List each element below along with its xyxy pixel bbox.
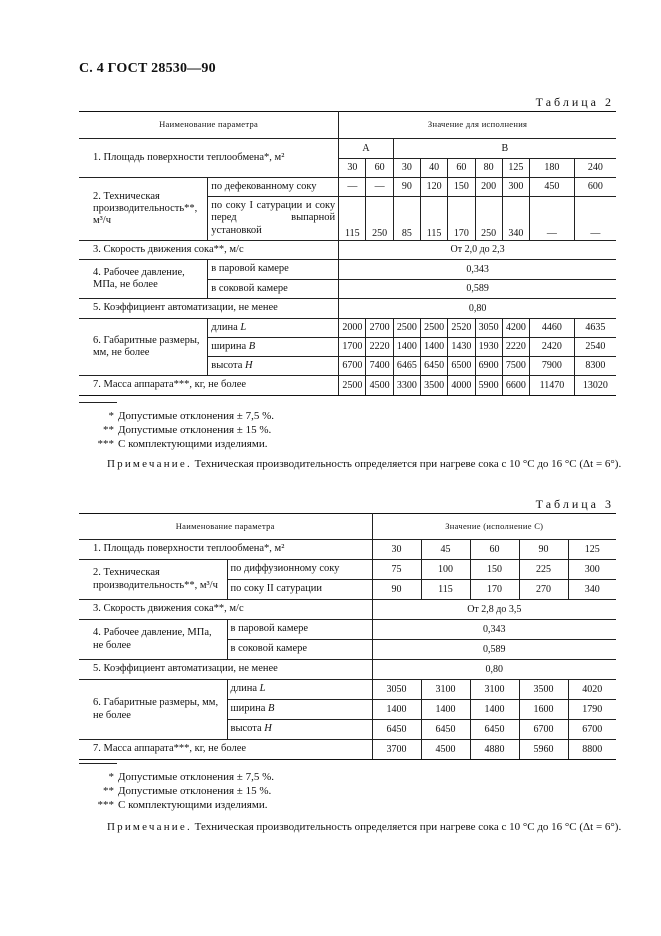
- table3-row2-sub1-cell: 300: [568, 560, 616, 580]
- table2-row6-length-text: длина: [211, 321, 238, 333]
- table2-row2-sub1-cell: 600: [574, 178, 616, 197]
- table2-row2-sub1-cell: —: [339, 178, 366, 197]
- table2-row6-width-cell: 2420: [530, 338, 575, 357]
- table2-row2-sub1-cell: 120: [420, 178, 447, 197]
- table2-row7-cell: 11470: [530, 376, 575, 396]
- table2-row2-sub2-cell: 250: [366, 197, 393, 241]
- footnote-divider: [79, 402, 117, 403]
- table3-row2-sub2-cell: 115: [421, 580, 470, 600]
- table3-row2-sub2: по соку II сатурации: [227, 580, 372, 600]
- table2-note: [107, 458, 621, 470]
- table2-area-cell: 30: [393, 159, 420, 178]
- table2-row5-label: 5. Коэффициент автоматизации, не менее: [79, 299, 339, 319]
- table3-row6-length-symbol: L: [259, 683, 266, 695]
- note-prefix: Примечание.: [107, 458, 192, 470]
- table3-row2-sub2-cell: 170: [470, 580, 519, 600]
- table2-group-a: А: [339, 139, 394, 159]
- table2-row6-length-symbol: L: [240, 321, 247, 333]
- table2: [79, 111, 616, 396]
- table2-row6-width-cell: 1430: [448, 338, 475, 357]
- table2-row6-height-cell: 7400: [366, 357, 393, 376]
- table3-row2-sub1-cell: 225: [519, 560, 568, 580]
- table2-row7-cell: 3500: [420, 376, 447, 396]
- table2-area-cell: 40: [420, 159, 447, 178]
- table2-row2-sub1-cell: 150: [448, 178, 475, 197]
- table2-row1-label: [79, 139, 339, 178]
- footnote-item: [79, 798, 379, 812]
- table2-row2-sub2-cell: 340: [502, 197, 529, 241]
- table3-caption: Таблица 3: [535, 497, 614, 511]
- table2-area-cell: 60: [448, 159, 475, 178]
- table2-head-param: Наименование параметра: [79, 112, 339, 139]
- table2-row6-length-cell: 4635: [574, 319, 616, 338]
- table3-row7-cell: 5960: [519, 740, 568, 760]
- table2-row2-sub2-cell: 85: [393, 197, 420, 241]
- table3-row6-label: 6. Габаритные размеры, мм, не более: [79, 680, 227, 740]
- table2-row6-width: [208, 338, 339, 357]
- table3-row2-sub1-cell: 100: [421, 560, 470, 580]
- table2-area-cell: 30: [339, 159, 366, 178]
- table3-head-value: Значение (исполнение С): [372, 514, 616, 540]
- footnote-text: Допустимые отклонения ± 7,5 %.: [118, 410, 274, 422]
- table3-row4-label: 4. Рабочее давление, МПа, не более: [79, 620, 227, 660]
- table2-row6-length-cell: 2700: [366, 319, 393, 338]
- table2-row7-cell: 4500: [366, 376, 393, 396]
- footnote-mark: *: [108, 771, 114, 783]
- table2-row6-height-cell: 6700: [339, 357, 366, 376]
- table2-row2-sub1-cell: 300: [502, 178, 529, 197]
- table3-row4-sub2: в соковой камере: [227, 640, 372, 660]
- table2-row7-cell: 5900: [475, 376, 502, 396]
- table3-row6-length-cell: 4020: [568, 680, 616, 700]
- footnote-mark: **: [103, 424, 114, 436]
- table2-row4-label: 4. Рабочее давление, МПа, не более: [79, 260, 208, 299]
- table3: [79, 513, 616, 760]
- table3-row6-width-cell: 1790: [568, 700, 616, 720]
- table2-head-value: Значение для исполнения: [339, 112, 616, 139]
- table2-row2-sub2-cell: —: [530, 197, 575, 241]
- table3-row6-height: [227, 720, 372, 740]
- table2-row7-cell: 3300: [393, 376, 420, 396]
- footnote-mark: **: [103, 785, 114, 797]
- table2-row6-height-cell: 6900: [475, 357, 502, 376]
- table2-row6-height-text: высота: [211, 359, 243, 371]
- table2-row6-height-cell: 6500: [448, 357, 475, 376]
- page-header: С. 4 ГОСТ 28530—90: [79, 61, 216, 76]
- footnote-mark: *: [108, 410, 114, 422]
- table2-row6-height-cell: 8300: [574, 357, 616, 376]
- table2-row6-length-cell: 3050: [475, 319, 502, 338]
- table3-row6-length: [227, 680, 372, 700]
- table2-row7-cell: 13020: [574, 376, 616, 396]
- table3-row6-width-symbol: B: [267, 703, 275, 715]
- footnote-text: С комплектующими изделиями.: [118, 799, 268, 811]
- table3-footnotes: [79, 763, 379, 812]
- footnote-text: Допустимые отклонения ± 7,5 %.: [118, 771, 274, 783]
- table2-row2-sub2-cell: 115: [339, 197, 366, 241]
- table3-area-cell: 30: [372, 540, 421, 560]
- table3-head-param: Наименование параметра: [79, 514, 372, 540]
- table2-row6-width-cell: 1400: [393, 338, 420, 357]
- table2-row7-label: 7. Масса аппарата***, кг, не более: [79, 376, 339, 396]
- table3-note: [107, 821, 621, 833]
- table2-row3-value: От 2,0 до 2,3: [339, 241, 616, 260]
- table2-row6-width-text: ширина: [211, 340, 247, 352]
- table2-area-cell: 80: [475, 159, 502, 178]
- table2-row6-length-cell: 2500: [420, 319, 447, 338]
- table2-area-cell: 180: [530, 159, 575, 178]
- table3-area-cell: 125: [568, 540, 616, 560]
- table2-row2-sub2: по соку I сатурации и соку перед выпарной установкой: [208, 197, 339, 241]
- table3-area-cell: 60: [470, 540, 519, 560]
- table2-row2-sub2-cell: —: [574, 197, 616, 241]
- table3-row7-label: 7. Масса аппарата***, кг, не более: [79, 740, 372, 760]
- footnote-item: [79, 437, 379, 451]
- table2-row6-width-cell: 2220: [502, 338, 529, 357]
- table2-row2-sub2-cell: 170: [448, 197, 475, 241]
- table2-group-b: В: [393, 139, 616, 159]
- table2-row2-sub1-cell: 90: [393, 178, 420, 197]
- table2-row6-height: [208, 357, 339, 376]
- table2-row2-sub1-cell: 450: [530, 178, 575, 197]
- table2-row6-height-cell: 6465: [393, 357, 420, 376]
- table3-row6-width-cell: 1400: [372, 700, 421, 720]
- footnote-item: [79, 423, 379, 437]
- footnote-item: [79, 409, 379, 423]
- table2-row6-width-symbol: B: [248, 340, 256, 352]
- table3-row6-height-symbol: H: [264, 723, 272, 735]
- footnote-divider: [79, 763, 117, 764]
- table3-row6-length-cell: 3500: [519, 680, 568, 700]
- table2-row6-length-cell: 2000: [339, 319, 366, 338]
- table2-row2-sub1-cell: —: [366, 178, 393, 197]
- table2-row6-label: 6. Габаритные размеры, мм, не более: [79, 319, 208, 376]
- table2-row6-width-cell: 1930: [475, 338, 502, 357]
- table2-row7-cell: 6600: [502, 376, 529, 396]
- table3-row7-cell: 3700: [372, 740, 421, 760]
- table2-caption: Таблица 2: [535, 95, 614, 109]
- table2-row1-label-text: 1. Площадь поверхности теплообмена*, м²: [93, 151, 285, 163]
- table2-row4-sub1-value: 0,343: [339, 260, 616, 280]
- table3-row2-sub1-cell: 75: [372, 560, 421, 580]
- table3-row6-width-text: ширина: [230, 703, 266, 715]
- table2-row4-sub2-value: 0,589: [339, 280, 616, 299]
- table2-row2-sub2-cell: 250: [475, 197, 502, 241]
- table2-row2-sub1-cell: 200: [475, 178, 502, 197]
- table2-row6-length-cell: 2500: [393, 319, 420, 338]
- table3-row3-value: От 2,8 до 3,5: [372, 600, 616, 620]
- note-text: Техническая производительность определяется при нагреве сока с 10 °С до 16 °С (Δt = 6°).: [194, 458, 622, 470]
- table2-area-cell: 125: [502, 159, 529, 178]
- table3-row6-length-cell: 3100: [470, 680, 519, 700]
- table2-row6-length: [208, 319, 339, 338]
- table2-row6-height-cell: 6450: [420, 357, 447, 376]
- table2-row6-length-cell: 4460: [530, 319, 575, 338]
- table3-row5-value: 0,80: [372, 660, 616, 680]
- table3-row6-height-text: высота: [230, 723, 262, 735]
- table3-area-cell: 45: [421, 540, 470, 560]
- table2-row6-height-cell: 7900: [530, 357, 575, 376]
- table3-row6-length-text: длина: [230, 683, 257, 695]
- table3-row6-height-cell: 6450: [421, 720, 470, 740]
- table2-row2-sub1: по дефекованному соку: [208, 178, 339, 197]
- table2-footnotes: [79, 402, 379, 451]
- table3-row4-sub1-value: 0,343: [372, 620, 616, 640]
- footnote-item: [79, 770, 379, 784]
- table3-row4-sub2-value: 0,589: [372, 640, 616, 660]
- table2-row6-width-cell: 2220: [366, 338, 393, 357]
- table2-row6-width-cell: 2540: [574, 338, 616, 357]
- table3-row5-label: 5. Коэффициент автоматизации, не менее: [79, 660, 372, 680]
- table2-row6-width-cell: 1400: [420, 338, 447, 357]
- table2-row2-label: 2. Техническая производительность**, м³/ч: [79, 178, 208, 241]
- table2-row7-cell: 4000: [448, 376, 475, 396]
- table3-row2-sub2-cell: 270: [519, 580, 568, 600]
- table2-area-cell: 240: [574, 159, 616, 178]
- footnote-text: Допустимые отклонения ± 15 %.: [118, 424, 272, 436]
- table2-row6-width-cell: 1700: [339, 338, 366, 357]
- table2-row4-sub1: в паровой камере: [208, 260, 339, 280]
- table3-row7-cell: 4880: [470, 740, 519, 760]
- table3-row3-label: 3. Скорость движения сока**, м/с: [79, 600, 372, 620]
- table3-row6-height-cell: 6450: [372, 720, 421, 740]
- table2-row2-sub2-cell: 115: [420, 197, 447, 241]
- footnote-mark: ***: [97, 438, 114, 450]
- note-text: Техническая производительность определяется при нагреве сока с 10 °С до 16 °С (Δt = 6°).: [194, 821, 622, 833]
- table3-row6-width-cell: 1600: [519, 700, 568, 720]
- table2-row6-length-cell: 4200: [502, 319, 529, 338]
- table3-row6-width-cell: 1400: [470, 700, 519, 720]
- table3-row2-sub1-cell: 150: [470, 560, 519, 580]
- table3-row6-width: [227, 700, 372, 720]
- table2-row6-height-symbol: H: [245, 359, 253, 371]
- table3-row6-height-cell: 6450: [470, 720, 519, 740]
- table3-row2-sub2-cell: 340: [568, 580, 616, 600]
- table3-area-cell: 90: [519, 540, 568, 560]
- table3-row6-length-cell: 3050: [372, 680, 421, 700]
- table3-row4-sub1: в паровой камере: [227, 620, 372, 640]
- table3-row2-sub1: по диффузионному соку: [227, 560, 372, 580]
- table2-row6-height-cell: 7500: [502, 357, 529, 376]
- table2-row4-sub2: в соковой камере: [208, 280, 339, 299]
- table2-row6-length-cell: 2520: [448, 319, 475, 338]
- footnote-item: [79, 784, 379, 798]
- table3-row2-sub2-cell: 90: [372, 580, 421, 600]
- table2-area-cell: 60: [366, 159, 393, 178]
- table2-row7-cell: 2500: [339, 376, 366, 396]
- table3-row7-cell: 8800: [568, 740, 616, 760]
- table3-row7-cell: 4500: [421, 740, 470, 760]
- table3-row6-height-cell: 6700: [568, 720, 616, 740]
- table3-row6-length-cell: 3100: [421, 680, 470, 700]
- footnote-text: Допустимые отклонения ± 15 %.: [118, 785, 272, 797]
- note-prefix: Примечание.: [107, 821, 192, 833]
- footnote-text: С комплектующими изделиями.: [118, 438, 268, 450]
- table3-row6-width-cell: 1400: [421, 700, 470, 720]
- footnote-mark: ***: [97, 799, 114, 811]
- table3-row6-height-cell: 6700: [519, 720, 568, 740]
- table2-row3-label: 3. Скорость движения сока**, м/с: [79, 241, 339, 260]
- table2-row5-value: 0,80: [339, 299, 616, 319]
- table3-row2-label: 2. Техническая производительность**, м³/ч: [79, 560, 227, 600]
- table3-row1-label: 1. Площадь поверхности теплообмена*, м²: [79, 540, 372, 560]
